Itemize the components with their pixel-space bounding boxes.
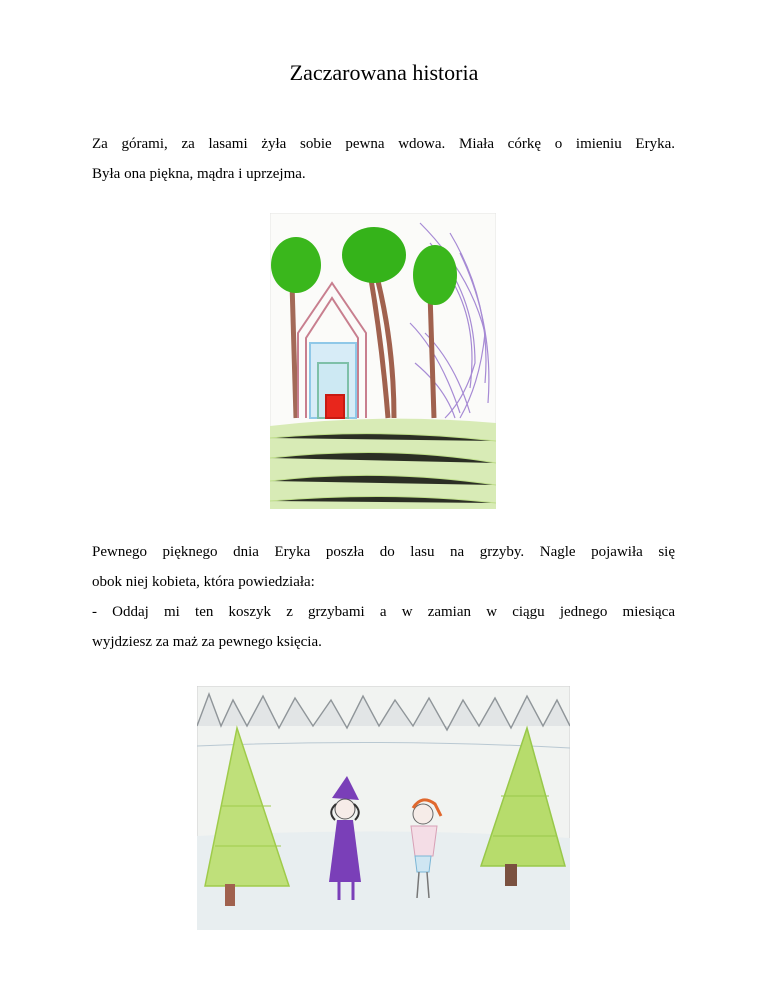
- drawing-house-trees: [270, 213, 496, 509]
- paragraph-2-line-3: - Oddaj mi ten koszyk z grzybami a w zamian w ciągu jednego miesiąca: [92, 604, 675, 620]
- paragraph-2-line-4: wyjdziesz za maż za pewnego księcia.: [92, 634, 322, 650]
- drawing-forest-figures: [197, 686, 570, 930]
- door: [326, 395, 344, 418]
- tree-crown-right: [413, 245, 457, 305]
- document-title: Zaczarowana historia: [289, 60, 479, 85]
- paragraph-2-line-1: Pewnego pięknego dnia Eryka poszła do lasu na grzyby. Nagle pojawiła się: [92, 544, 675, 560]
- paragraph-2-line-2: obok niej kobieta, która powiedziała:: [92, 574, 315, 590]
- paragraph-1: [92, 129, 675, 189]
- paragraph-1-line-1: Za górami, za lasami żyła sobie pewna wdowa. Miała córkę o imieniu Eryka.: [92, 136, 675, 152]
- paragraph-2: [92, 537, 675, 657]
- tree-crown-left: [271, 237, 321, 293]
- tree-crown-middle: [342, 227, 406, 283]
- paragraph-1-line-2: Była ona piękna, mądra i uprzejma.: [92, 166, 306, 182]
- grass: [270, 419, 496, 509]
